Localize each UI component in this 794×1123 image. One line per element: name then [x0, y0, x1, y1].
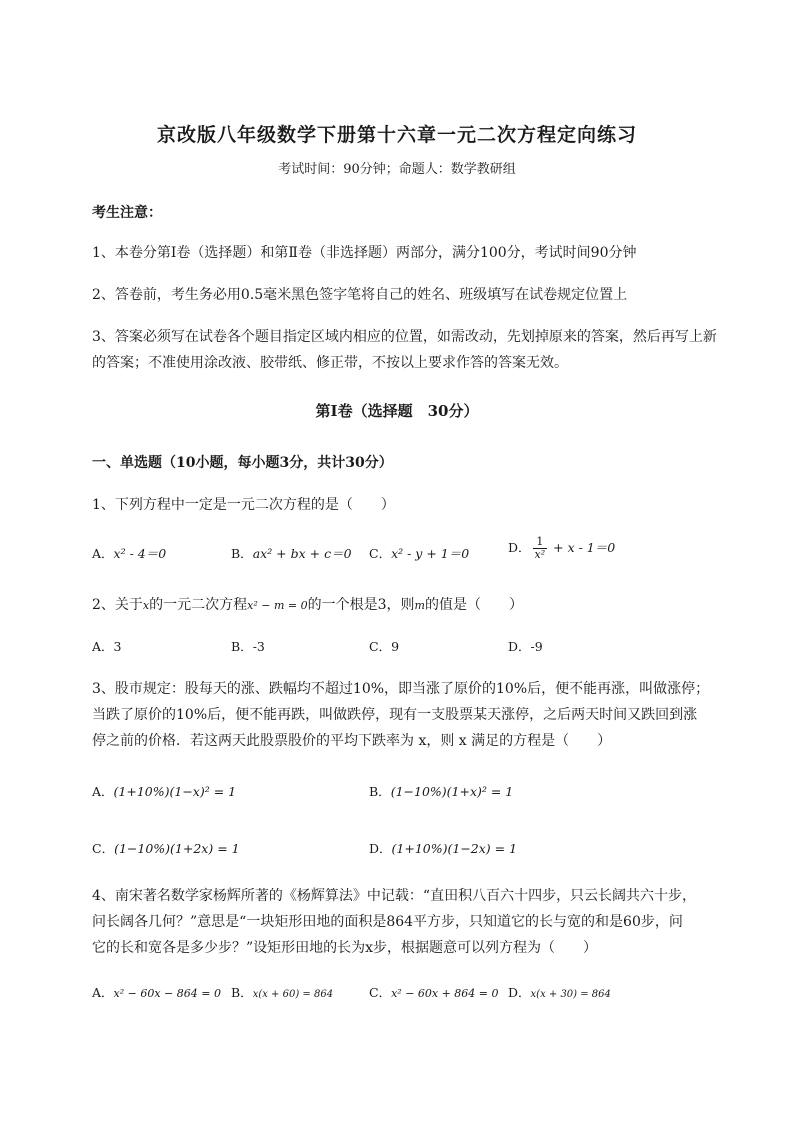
q3-stem-line-3: 停之前的价格．若这两天此股票股价的平均下跌率为 x，则 x 满足的方程是（ ）: [92, 733, 612, 749]
option-text: x(x + 60) = 864: [252, 989, 334, 1000]
exam-title: 京改版八年级数学下册第十六章一元二次方程定向练习: [156, 124, 637, 146]
option-label: B．: [231, 639, 253, 654]
option-label: B．: [369, 784, 391, 799]
q3-option-c: [92, 839, 240, 857]
q1-option-b: [231, 544, 352, 562]
option-label: C．: [92, 841, 115, 856]
q3-option-a: [92, 782, 236, 800]
q3-option-d: [369, 839, 517, 857]
q2-option-d: [508, 637, 543, 655]
q1-option-c: [369, 544, 469, 562]
q2-option-a: [92, 637, 121, 655]
q2-option-b: [231, 637, 265, 655]
option-label: C．: [369, 639, 392, 654]
q2-stem-part: 的一个根是3，则: [307, 597, 415, 613]
option-label: B．: [231, 985, 253, 1000]
notice-item-3-line-1: 3、答案必须写在试卷各个题目指定区域内相应的位置，如需改动，先划掉原来的答案，然后再写上新: [92, 329, 717, 345]
q2-variable-m: m: [414, 599, 425, 612]
option-text: -3: [252, 639, 265, 654]
fraction: [533, 536, 548, 561]
option-text: (1+10%)(1−2x) = 1: [391, 841, 518, 856]
q4-stem-line-1: 4、南宋著名数学家杨辉所著的《杨辉算法》中记载：“直田积八百六十四步，只云长阔共六十步，: [92, 888, 697, 904]
q1-option-a: [92, 544, 166, 562]
q1-option-d: [508, 536, 615, 561]
q4-option-a: [92, 983, 221, 1001]
option-label: B．: [231, 546, 253, 561]
q4-option-d: [508, 983, 611, 1001]
q2-stem-part: 2、关于: [92, 597, 143, 613]
option-label: C．: [369, 985, 392, 1000]
section-title: 第Ⅰ卷（选择题 30分）: [315, 402, 479, 420]
notice-item-3-line-2: 的答案；不准使用涂改液、胶带纸、修正带，不按以上要求作答的答案无效。: [92, 355, 568, 371]
q4-option-c: [369, 983, 499, 1001]
option-label: D．: [369, 841, 392, 856]
fraction-denominator: x²: [534, 548, 546, 561]
notice-item-2: 2、答卷前，考生务必用0.5毫米黑色签字笔将自己的姓名、班级填写在试卷规定位置上: [92, 287, 628, 303]
notice-heading: 考生注意：: [92, 205, 162, 221]
option-text: x² − 60x − 864 = 0: [113, 987, 221, 1000]
q2-option-c: [369, 637, 399, 655]
option-text: (1−10%)(1+2x) = 1: [114, 841, 240, 856]
q4-stem-line-2: 问长阔各几何？”意思是“一块矩形田地的面积是864平方步，只知道它的长与宽的和是60步，问: [92, 914, 683, 930]
q3-stem-line-1: 3、股市规定：股每天的涨、跌幅均不超过10%，即当涨了原价的10%后，便不能再涨，叫做涨停；: [92, 681, 710, 697]
option-text: x² − 60x + 864 = 0: [391, 987, 499, 1000]
q3-stem-line-2: 当跌了原价的10%后，便不能再跌，叫做跌停，现有一支股票某天涨停，之后两天时间又跌回到涨: [92, 707, 698, 723]
notice-item-1: 1、本卷分第Ⅰ卷（选择题）和第Ⅱ卷（非选择题）两部分，满分100分，考试时间90分钟: [92, 245, 637, 261]
option-text: 3: [113, 639, 122, 654]
option-text: + x - 1＝0: [549, 540, 616, 555]
q2-stem: [92, 594, 523, 614]
q2-equation: x² − m = 0: [247, 599, 308, 612]
option-text: -9: [530, 639, 543, 654]
option-text: (1+10%)(1−x)² = 1: [113, 784, 237, 799]
option-label: A．: [92, 985, 114, 1000]
q1-stem: 1、下列方程中一定是一元二次方程的是（ ）: [92, 497, 395, 513]
option-label: D．: [508, 985, 531, 1000]
option-text: x(x + 30) = 864: [530, 989, 611, 1000]
option-label: A．: [92, 784, 114, 799]
option-label: A．: [92, 546, 114, 561]
fraction-numerator: 1: [533, 536, 548, 549]
q2-variable-x: x: [142, 599, 150, 612]
option-text: ax² + bx + c＝0: [252, 546, 352, 561]
q2-stem-part: 的值是（ ）: [424, 597, 523, 613]
option-label: A．: [92, 639, 114, 654]
option-text: 9: [391, 639, 400, 654]
q4-option-b: [231, 983, 333, 1001]
option-text: x² - 4＝0: [113, 546, 167, 561]
option-label: D．: [508, 540, 531, 555]
option-label: C．: [369, 546, 392, 561]
option-label: D．: [508, 639, 531, 654]
option-text: x² - y + 1＝0: [391, 546, 470, 561]
option-text: (1−10%)(1+x)² = 1: [390, 784, 514, 799]
exam-subtitle: 考试时间：90分钟；命题人：数学教研组: [278, 162, 516, 177]
q3-option-b: [369, 782, 513, 800]
part-heading: 一、单选题（10小题，每小题3分，共计30分）: [92, 455, 393, 471]
q4-stem-line-3: 它的长和宽各是多少步？”设矩形田地的长为x步，根据题意可以列方程为（ ）: [92, 940, 598, 956]
q2-stem-part: 的一元二次方程: [149, 597, 248, 613]
